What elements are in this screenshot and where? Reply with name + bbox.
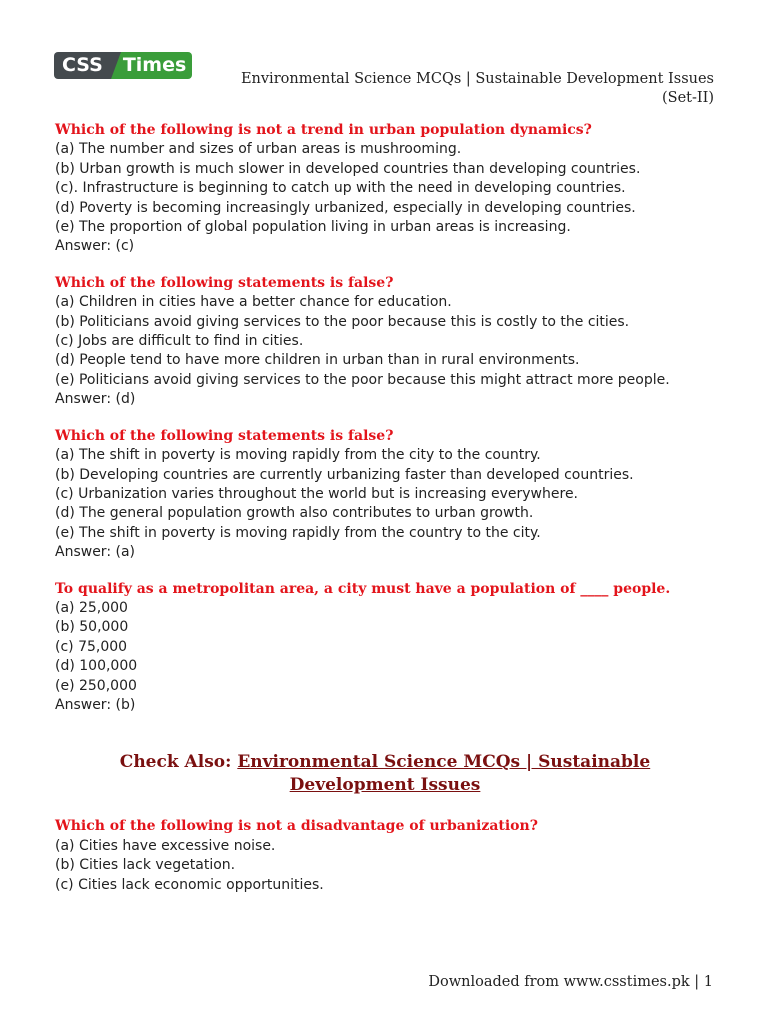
option-c: (c) 75,000 xyxy=(55,638,128,655)
option-a: (a) Cities have excessive noise. xyxy=(55,837,276,854)
option-b: (b) Cities lack vegetation. xyxy=(55,857,236,874)
option-b: (b) 50,000 xyxy=(55,619,129,636)
option-d: (d) 100,000 xyxy=(55,658,138,675)
option-d: (d) People tend to have more children in urban than in rural environments. xyxy=(55,352,580,369)
option-d: (d) Poverty is becoming increasingly urbanized, especially in developing countries. xyxy=(55,199,636,216)
option-c: (c) Cities lack economic opportunities. xyxy=(55,876,324,893)
question-text: Which of the following statements is false? xyxy=(55,427,394,444)
option-a: (a) The shift in poverty is moving rapidly from the city to the country. xyxy=(55,447,541,464)
question-block-5 xyxy=(55,817,715,895)
option-c: (c) Jobs are difficult to find in cities. xyxy=(55,333,304,350)
page-footer: Downloaded from www.csstimes.pk | 1 xyxy=(428,974,713,990)
answer-text: Answer: (d) xyxy=(55,391,136,408)
option-e: (e) The proportion of global population living in urban areas is increasing. xyxy=(55,219,571,236)
question-block-3 xyxy=(55,427,715,563)
option-b: (b) Politicians avoid giving services to the poor because this is costly to the cities. xyxy=(55,313,630,330)
check-also-prefix: Check Also: xyxy=(119,752,238,773)
check-also-link[interactable]: Environmental Science MCQs | Sustainable Development Issues xyxy=(237,752,651,796)
option-e: (e) Politicians avoid giving services to the poor because this might attract more people. xyxy=(55,371,670,388)
option-e: (e) 250,000 xyxy=(55,677,137,694)
question-text: Which of the following statements is false? xyxy=(55,274,394,291)
option-c: (c). Infrastructure is beginning to catch up with the need in developing countries. xyxy=(55,180,626,197)
question-text: Which of the following is not a disadvantage of urbanization? xyxy=(55,818,538,835)
logo-times-text: Times xyxy=(121,52,192,79)
option-a: (a) The number and sizes of urban areas is mushrooming. xyxy=(55,141,462,158)
option-c: (c) Urbanization varies throughout the world but is increasing everywhere. xyxy=(55,485,579,502)
option-b: (b) Developing countries are currently urbanizing faster than developed countries. xyxy=(55,466,634,483)
document-header-title: Environmental Science MCQs | Sustainable Development Issues (Set-II) xyxy=(240,71,714,106)
logo-slash-divider xyxy=(111,52,121,79)
option-b: (b) Urban growth is much slower in developed countries than developing countries. xyxy=(55,160,641,177)
option-a: (a) 25,000 xyxy=(55,599,128,616)
document-body xyxy=(55,121,715,912)
csstimes-logo xyxy=(54,52,192,79)
question-block-4 xyxy=(55,580,715,716)
answer-text: Answer: (b) xyxy=(55,696,136,713)
answer-text: Answer: (a) xyxy=(55,544,135,561)
option-e: (e) The shift in poverty is moving rapidly from the country to the city. xyxy=(55,524,541,541)
question-text: To qualify as a metropolitan area, a city must have a population of ____ people. xyxy=(55,580,671,597)
question-block-1 xyxy=(55,121,715,257)
logo-css-text: CSS xyxy=(54,52,111,79)
option-d: (d) The general population growth also contributes to urban growth. xyxy=(55,505,534,522)
option-a: (a) Children in cities have a better chance for education. xyxy=(55,294,452,311)
question-block-2 xyxy=(55,274,715,410)
answer-text: Answer: (c) xyxy=(55,238,135,255)
check-also-section xyxy=(55,751,715,797)
question-text: Which of the following is not a trend in urban population dynamics? xyxy=(55,122,592,138)
